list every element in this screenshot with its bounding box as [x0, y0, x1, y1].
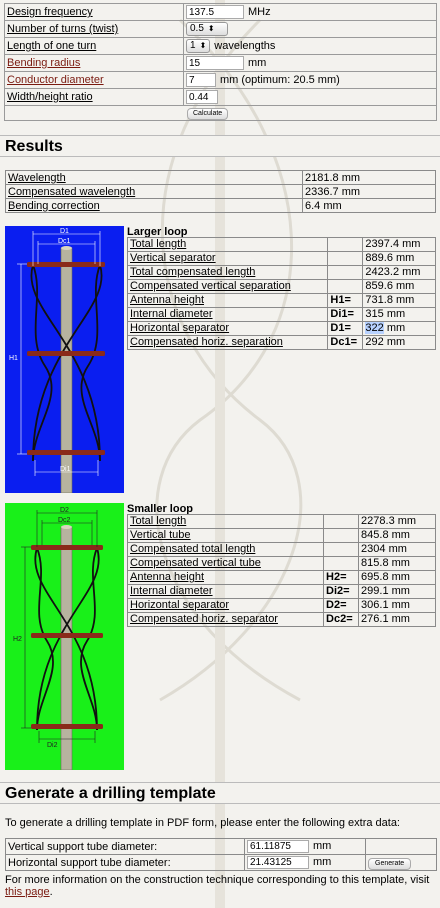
footer-end: . — [49, 886, 53, 898]
selected-text-highlight: 322 — [365, 322, 384, 334]
larger-internal-diameter-label[interactable]: Internal diameter — [130, 308, 213, 320]
param-row-turn-length — [5, 38, 437, 55]
drilling-description: To generate a drilling template in PDF form, please enter the following extra data: — [5, 817, 400, 829]
vertical-tube-input[interactable] — [247, 840, 309, 853]
table-row — [128, 585, 436, 599]
bending-radius-input[interactable] — [186, 56, 244, 70]
larger-compensated-vertical-separation-label[interactable]: Compensated vertical separation — [130, 280, 291, 292]
vertical-tube-unit: mm — [313, 840, 332, 852]
smaller-internal-diameter-sym: Di2= — [324, 585, 359, 599]
smaller-antenna-height-sym: H2= — [324, 571, 359, 585]
parameters-table — [4, 3, 437, 121]
smaller-compensated-horiz-separator-sym: Dc2= — [324, 613, 359, 627]
table-row — [128, 571, 436, 585]
table-row — [128, 322, 436, 336]
smaller-loop-table — [127, 514, 436, 627]
smaller-compensated-total-length-label[interactable]: Compensated total length — [130, 543, 256, 555]
larger-antenna-height-label[interactable]: Antenna height — [130, 294, 205, 306]
smaller-compensated-horiz-separator-label[interactable]: Compensated horiz. separator — [130, 613, 278, 625]
d1-dimension-label: D1 — [60, 228, 69, 235]
table-row — [128, 266, 436, 280]
turn-length-select-value: 1 — [190, 40, 196, 51]
table-row — [128, 599, 436, 613]
smaller-antenna-height-label[interactable]: Antenna height — [130, 571, 205, 583]
bending-correction-value: 6.4 mm — [303, 199, 436, 213]
table-row — [128, 515, 436, 529]
larger-antenna-height-value: 731.8 mm — [363, 294, 436, 308]
larger-compensated-horiz-separation-value: 292 mm — [363, 336, 436, 350]
table-row — [6, 839, 437, 855]
param-row-bending-radius — [5, 55, 437, 72]
turns-select-value: 0.5 — [190, 23, 204, 34]
smaller-total-length-sym — [324, 515, 359, 529]
smaller-compensated-vertical-tube-label[interactable]: Compensated vertical tube — [130, 557, 261, 569]
smaller-compensated-vertical-tube-sym — [324, 557, 359, 571]
footer-note — [5, 874, 437, 898]
larger-loop-diagram — [5, 226, 124, 493]
larger-total-compensated-length-sym — [328, 266, 363, 280]
smaller-internal-diameter-label[interactable]: Internal diameter — [130, 585, 213, 597]
generate-button[interactable]: Generate — [368, 858, 411, 870]
horizontal-tube-input[interactable] — [247, 856, 309, 869]
compensated-wavelength-label[interactable]: Compensated wavelength — [8, 185, 136, 198]
smaller-compensated-vertical-tube-value: 815.8 mm — [359, 557, 436, 571]
bending-radius-label[interactable]: Bending radius — [7, 57, 81, 69]
wh-ratio-label[interactable]: Width/height ratio — [7, 91, 93, 103]
design-frequency-input[interactable] — [186, 5, 244, 19]
larger-compensated-vertical-separation-value: 859.6 mm — [363, 280, 436, 294]
smaller-compensated-horiz-separator-value: 276.1 mm — [359, 613, 436, 627]
vertical-tube-label: Vertical support tube diameter: — [6, 839, 245, 855]
smaller-compensated-total-length-value: 2304 mm — [359, 543, 436, 557]
smaller-loop-diagram — [5, 503, 124, 770]
smaller-horizontal-separator-sym: D2= — [324, 599, 359, 613]
footer-text: For more information on the construction technique corresponding to this template, visit — [5, 874, 430, 886]
param-row-calculate — [5, 106, 437, 121]
turn-length-unit: wavelengths — [214, 39, 276, 52]
drilling-table — [5, 838, 437, 871]
drilling-template-heading: Generate a drilling template — [0, 782, 440, 804]
smaller-horizontal-separator-label[interactable]: Horizontal separator — [130, 599, 230, 611]
larger-horizontal-separator-value — [363, 322, 436, 336]
bending-radius-unit: mm — [248, 56, 267, 69]
larger-loop-table — [127, 237, 436, 350]
d2-dimension-label: D2 — [60, 507, 69, 514]
larger-internal-diameter-value: 315 mm — [363, 308, 436, 322]
smaller-vertical-tube-label[interactable]: Vertical tube — [130, 529, 191, 541]
frequency-unit: MHz — [248, 5, 271, 18]
larger-total-length-label[interactable]: Total length — [130, 238, 187, 250]
larger-antenna-height-sym: H1= — [328, 294, 363, 308]
smaller-total-length-label[interactable]: Total length — [130, 515, 187, 527]
param-row-wh-ratio — [5, 89, 437, 106]
larger-vertical-separator-sym — [328, 252, 363, 266]
table-row — [128, 613, 436, 627]
calculate-button[interactable]: Calculate — [187, 108, 228, 120]
larger-horizontal-separator-sym: D1= — [328, 322, 363, 336]
results-row — [6, 199, 436, 213]
di1-dimension-label: Di1 — [60, 466, 71, 473]
h2-dimension-label: H2 — [13, 636, 22, 643]
larger-total-compensated-length-label[interactable]: Total compensated length — [130, 266, 256, 278]
results-row — [6, 185, 436, 199]
di2-dimension-label: Di2 — [47, 742, 58, 749]
conductor-diameter-label[interactable]: Conductor diameter — [7, 74, 104, 86]
results-table — [5, 170, 436, 213]
results-heading: Results — [0, 135, 440, 157]
wavelength-value: 2181.8 mm — [303, 171, 436, 185]
param-row-conductor-diameter — [5, 72, 437, 89]
table-row — [128, 280, 436, 294]
table-row — [128, 308, 436, 322]
horizontal-tube-unit: mm — [313, 856, 332, 868]
results-row — [6, 171, 436, 185]
larger-compensated-vertical-separation-sym — [328, 280, 363, 294]
footer-link[interactable]: this page — [5, 886, 50, 898]
compensated-wavelength-value: 2336.7 mm — [303, 185, 436, 199]
larger-total-length-value: 2397.4 mm — [363, 238, 436, 252]
larger-vertical-separator-label[interactable]: Vertical separator — [130, 252, 216, 264]
dc1-dimension-label: Dc1 — [58, 238, 71, 245]
smaller-antenna-height-value: 695.8 mm — [359, 571, 436, 585]
larger-total-length-sym — [328, 238, 363, 252]
turn-length-label[interactable]: Length of one turn — [7, 40, 97, 52]
larger-vertical-separator-value: 889.6 mm — [363, 252, 436, 266]
design-frequency-label[interactable]: Design frequency — [7, 6, 93, 18]
table-row — [128, 252, 436, 266]
larger-horizontal-separator-label[interactable]: Horizontal separator — [130, 322, 230, 334]
smaller-horizontal-separator-value: 306.1 mm — [359, 599, 436, 613]
table-row — [128, 238, 436, 252]
bending-correction-label[interactable]: Bending correction — [8, 199, 100, 212]
table-row — [128, 557, 436, 571]
larger-compensated-horiz-separation-label[interactable]: Compensated horiz. separation — [130, 336, 283, 348]
larger-total-compensated-length-value: 2423.2 mm — [363, 266, 436, 280]
h1-dimension-label: H1 — [9, 355, 18, 362]
wavelength-label[interactable]: Wavelength — [8, 171, 66, 184]
smaller-compensated-total-length-sym — [324, 543, 359, 557]
table-row — [128, 294, 436, 308]
turns-label[interactable]: Number of turns (twist) — [7, 23, 119, 35]
smaller-vertical-tube-sym — [324, 529, 359, 543]
smaller-vertical-tube-value: 845.8 mm — [359, 529, 436, 543]
param-row-frequency — [5, 4, 437, 21]
turn-length-select[interactable] — [186, 39, 210, 53]
horizontal-separator-unit: mm — [383, 322, 406, 334]
larger-loop-title: Larger loop — [127, 226, 188, 238]
horizontal-tube-label: Horizontal support tube diameter: — [6, 855, 245, 871]
select-arrows-icon: ⬍ — [199, 41, 207, 50]
table-row — [128, 336, 436, 350]
smaller-total-length-value: 2278.3 mm — [359, 515, 436, 529]
turns-select[interactable] — [186, 22, 228, 36]
wh-ratio-input[interactable] — [186, 90, 218, 104]
smaller-loop-title: Smaller loop — [127, 503, 194, 515]
conductor-diameter-input[interactable] — [186, 73, 216, 87]
table-row — [6, 855, 437, 871]
larger-internal-diameter-sym: Di1= — [328, 308, 363, 322]
param-row-turns — [5, 21, 437, 38]
select-arrows-icon: ⬍ — [207, 24, 215, 33]
dc2-dimension-label: Dc2 — [58, 517, 71, 524]
table-row — [128, 543, 436, 557]
smaller-internal-diameter-value: 299.1 mm — [359, 585, 436, 599]
larger-compensated-horiz-separation-sym: Dc1= — [328, 336, 363, 350]
table-row — [128, 529, 436, 543]
conductor-diameter-unit: mm (optimum: 20.5 mm) — [220, 73, 340, 86]
